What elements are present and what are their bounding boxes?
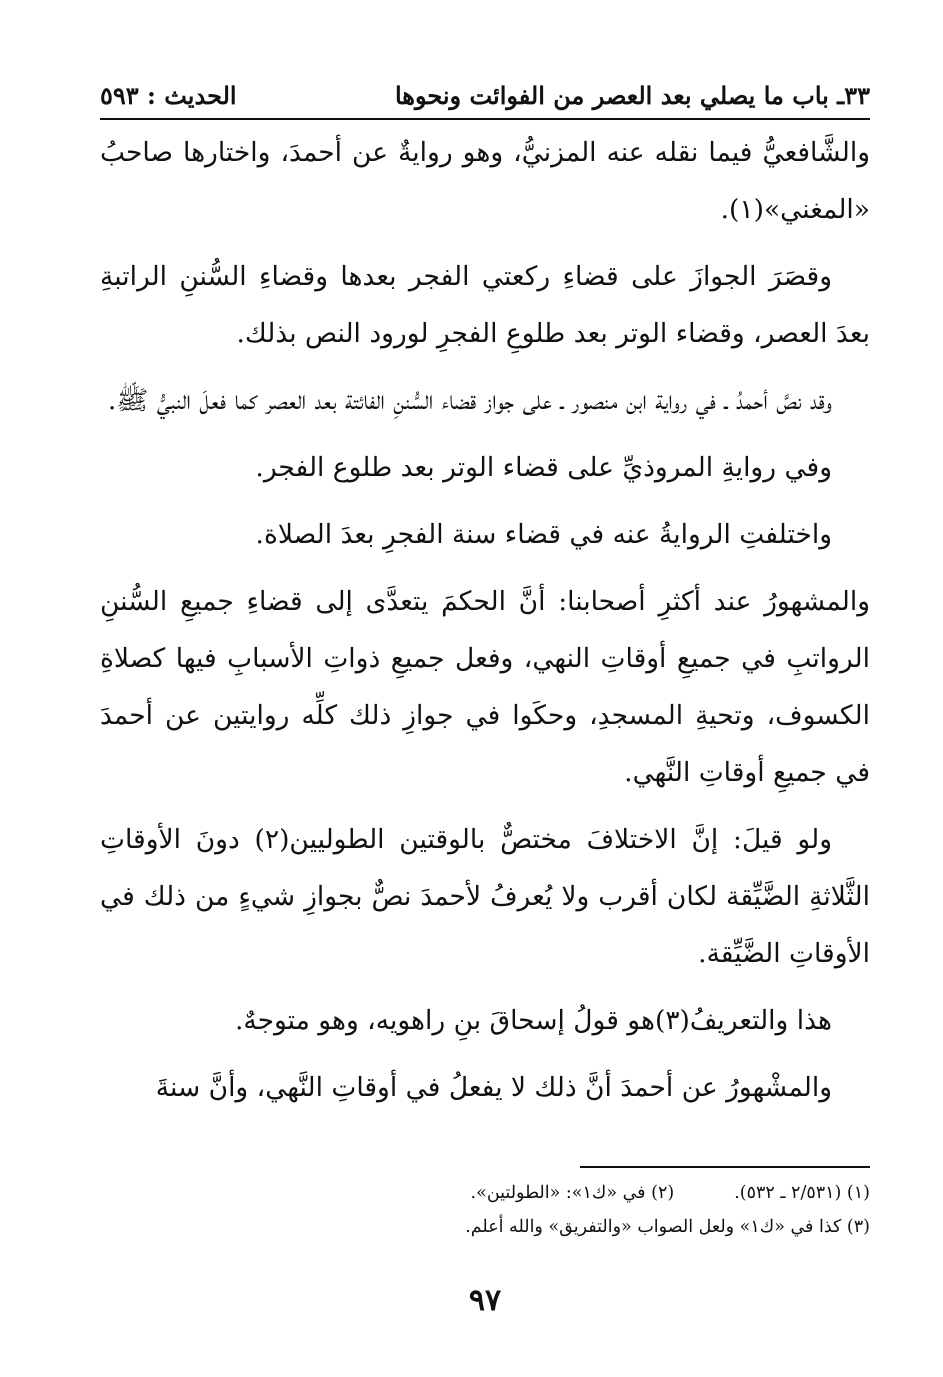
paragraph-7: ولو قيلَ: إنَّ الاختلافَ مختصٌّ بالوقتين الطوليين(٢) دونَ الأوقاتِ الثَّلاثةِ الضَّيِّقة لكان أقرب ولا يُعرفُ لأحمدَ نصٌّ بجوازِ شيءٍ من ذلك في الأوقاتِ الضَّيِّقة. (100, 824, 870, 969)
footnote-3: (٣) كذا في «ك١» ولعل الصواب «والتفريق» والله أعلم. (465, 1217, 870, 1237)
running-header (100, 72, 870, 120)
paragraph-2: وقصَرَ الجوازَ على قضاءِ ركعتي الفجر بعدها وقضاءِ السُّننِ الراتبةِ بعدَ العصر، وقضاء الوتر بعد طلوعِ الفجرِ لورود النص بذلك. (100, 261, 870, 349)
paragraph-3: وقد نصَّ أحمدُ ـ في رواية ابن منصور ـ على جواز قضاء السُّننِ الفائتة بعد العصر كما فعلَ النبيُّ ﷺ. (107, 385, 832, 416)
main-text (100, 124, 870, 1126)
footnote-divider (580, 1166, 870, 1168)
paragraph-9: والمشْهورُ عن أحمدَ أنَّ ذلك لا يفعلُ في أوقاتِ النَّهي، وأنَّ سنةَ (155, 1072, 832, 1103)
book-page (100, 58, 870, 1338)
paragraph-5: واختلفتِ الروايةُ عنه في قضاء سنة الفجرِ بعدَ الصلاة. (255, 519, 832, 550)
footnote-1: (١) (٢/٥٣١ ـ ٥٣٢). (734, 1183, 870, 1203)
paragraph-1: والشَّافعيُّ فيما نقله عنه المزنيُّ، وهو روايةٌ عن أحمدَ، واختارها صاحبُ «المغني»(١). (100, 137, 870, 225)
paragraph-4: وفي روايةِ المروذيِّ على قضاء الوتر بعد طلوع الفجر. (255, 452, 832, 483)
page-number: ٩٧ (468, 1283, 502, 1318)
footnote-2: (٢) في «ك١»: «الطولتين». (470, 1183, 675, 1203)
footnote-row (100, 1176, 870, 1210)
hadith-number: الحديث : ٥٩٣ (100, 80, 237, 110)
paragraph-6: والمشهورُ عند أكثرِ أصحابنا: أنَّ الحكمَ يتعدَّى إلى قضاءِ جميعِ السُّننِ الرواتبِ في جميعِ أوقاتِ النهي، وفعل جميعِ ذواتِ الأسبابِ فيها كصلاةِ الكسوف، وتحيةِ المسجدِ، وحكَوا في جوازِ ذلك كلِّه روايتين عن أحمدَ في جميعِ أوقاتِ النَّهي. (100, 586, 870, 788)
chapter-title: ٣٣ـ باب ما يصلي بعد العصر من الفوائت ونحوها (394, 80, 870, 110)
paragraph-8: هذا والتعريفُ(٣)هو قولُ إسحاقَ بنِ راهويه، وهو متوجهٌ. (234, 1005, 832, 1036)
footnotes (100, 1166, 870, 1244)
